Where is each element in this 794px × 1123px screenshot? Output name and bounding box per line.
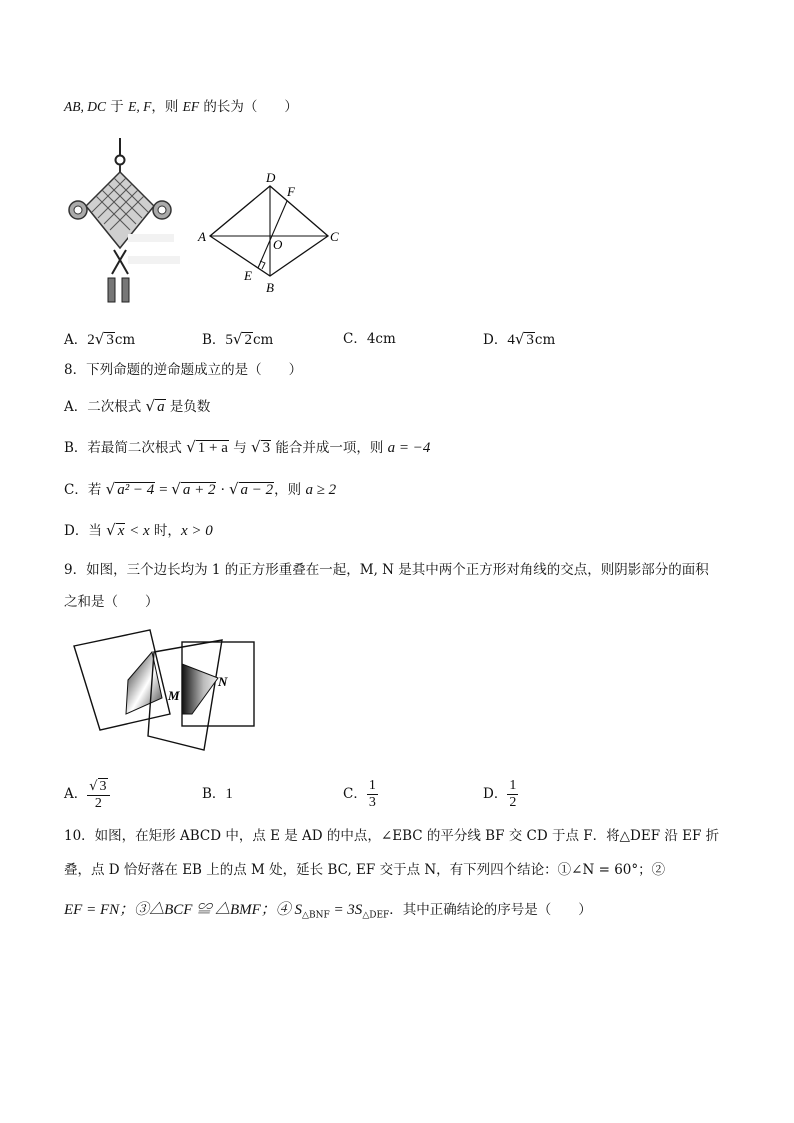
q7-option-b: B．5√ 2cm (202, 330, 274, 348)
q7-label-O: O (273, 237, 283, 252)
q8-c-eq: = (155, 482, 172, 498)
q7-seg: EF (182, 99, 200, 114)
option-letter: D． (483, 786, 508, 802)
option-letter: B． (202, 786, 226, 802)
q8-a-suffix: 是负数 (165, 399, 211, 415)
q9-option-a: A． $\frac{√ 3}{2}$ (64, 774, 110, 814)
option-unit: cm (114, 332, 136, 348)
option-unit: cm (252, 332, 274, 348)
q8-d-rad: x (117, 523, 125, 539)
option-coef: 5 (225, 332, 233, 348)
option-num: 1 (509, 778, 517, 793)
q8-d-ineq: < x (125, 523, 150, 539)
q10-line3-a: EF = FN；③△BCF ≌ △BMF；④ S (64, 902, 303, 918)
q7-label-E: E (244, 268, 252, 283)
q8-option-d: D．当 √ x < x 时，x > 0 (64, 521, 213, 539)
q9-option-c (343, 774, 378, 814)
q8-b-rad2: 3 (262, 440, 271, 456)
q7-option-a: A．2√ 3cm (64, 330, 136, 348)
q8-c-dot: · (216, 482, 229, 498)
option-letter: C． (343, 786, 367, 802)
q10-line3-c: ．其中正确结论的序号是（ ） (389, 902, 592, 918)
q7-text-1: 于 (106, 99, 129, 115)
q7-label-A: A (198, 229, 206, 244)
q7-option-d: D．4√ 3cm (483, 330, 556, 348)
q8-b-mid: 与 (228, 440, 251, 456)
q8-d-suffix: 时， (149, 523, 181, 539)
q10-stem-line3 (64, 900, 592, 926)
q7-label-B: B (266, 280, 274, 295)
option-radicand: 3 (106, 332, 114, 348)
q8-d-prefix: D．当 (64, 523, 107, 539)
option-den: 2 (94, 795, 102, 811)
q8-c-rad2: a + 2 (182, 482, 216, 498)
q7-label-D: D (266, 170, 276, 185)
option-coef: 4 (507, 332, 515, 348)
q9-option-d (483, 774, 518, 814)
q7-text-3: 的长为（ ） (199, 99, 298, 115)
q8-stem: 8．下列命题的逆命题成立的是（ ） (64, 362, 303, 378)
option-letter: A． (64, 332, 88, 348)
q8-option-b: B．若最简二次根式 √ 1 + a 与 √ 3 能合并成一项，则 a = −4 (64, 438, 431, 456)
q8-b-rad1: 1 + a (197, 440, 228, 456)
q8-d-cond: x > 0 (180, 523, 213, 539)
q7-stem-tail (64, 97, 298, 117)
q7-points: E, F (128, 99, 152, 114)
option-letter: A． (64, 786, 88, 802)
q8-a-prefix: A．二次根式 (64, 399, 146, 415)
q10-sub1: △BNF (302, 910, 330, 921)
option-num: 1 (368, 778, 376, 793)
q7-text-2: ，则 (151, 99, 183, 115)
q7-label-F: F (287, 184, 295, 199)
option-letter: B． (202, 332, 226, 348)
option-radicand: 3 (526, 332, 534, 348)
q7-knot-illustration (62, 138, 182, 310)
option-coef: 2 (87, 332, 95, 348)
q7-segments: AB, DC (64, 99, 106, 114)
q9-option-b (202, 784, 233, 804)
q8-c-prefix: C．若 (64, 482, 106, 498)
option-letter: D． (483, 332, 508, 348)
option-den: 3 (368, 795, 376, 810)
q9-stem-line1: 9．如图，三个边长均为 1 的正方形重叠在一起，M, N 是其中两个正方形对角线的交点，则阴影部分的面积 (64, 562, 709, 578)
option-unit: cm (534, 332, 556, 348)
q8-c-cond: a ≥ 2 (305, 482, 337, 498)
q8-b-eq: a = −4 (387, 440, 431, 456)
option-text: 1 (225, 786, 233, 802)
q8-c-rad1: a² − 4 (117, 482, 155, 498)
q8-c-suffix: ，则 (274, 482, 306, 498)
q8-option-a: A．二次根式 √ a 是负数 (64, 397, 211, 415)
q8-option-c: C．若 √ a² − 4 = √ a + 2 · √ a − 2，则 a ≥ 2 (64, 480, 337, 498)
option-letter: C． (343, 331, 367, 347)
q8-a-rad: a (157, 399, 165, 415)
q9-label-M: M (168, 688, 180, 703)
option-num-rad: 3 (99, 778, 107, 794)
q7-rhombus-figure (196, 170, 346, 298)
q10-sub2: △DEF (362, 910, 390, 921)
q9-stem-line2: 之和是（ ） (64, 594, 159, 610)
q10-stem-line2: 叠，点 D 恰好落在 EB 上的点 M 处，延长 BC, EF 交于点 N，有下列四个结论：①∠N = 60°；② (64, 862, 666, 878)
q7-label-C: C (330, 229, 339, 244)
q8-b-suffix: 能合并成一项，则 (271, 440, 388, 456)
q7-option-c (343, 329, 396, 349)
q8-c-rad3: a − 2 (240, 482, 274, 498)
option-den: 2 (509, 795, 517, 810)
option-radicand: 2 (244, 332, 252, 348)
q9-squares-figure (64, 618, 264, 758)
q9-label-N: N (218, 674, 228, 689)
option-text: 4cm (366, 331, 396, 347)
q10-line3-b: = 3S (329, 902, 363, 918)
q8-b-prefix: B．若最简二次根式 (64, 440, 187, 456)
q10-stem-line1: 10．如图，在矩形 ABCD 中，点 E 是 AD 的中点，∠EBC 的平分线 BF 交 CD 于点 F．将△DEF 沿 EF 折 (64, 828, 720, 844)
